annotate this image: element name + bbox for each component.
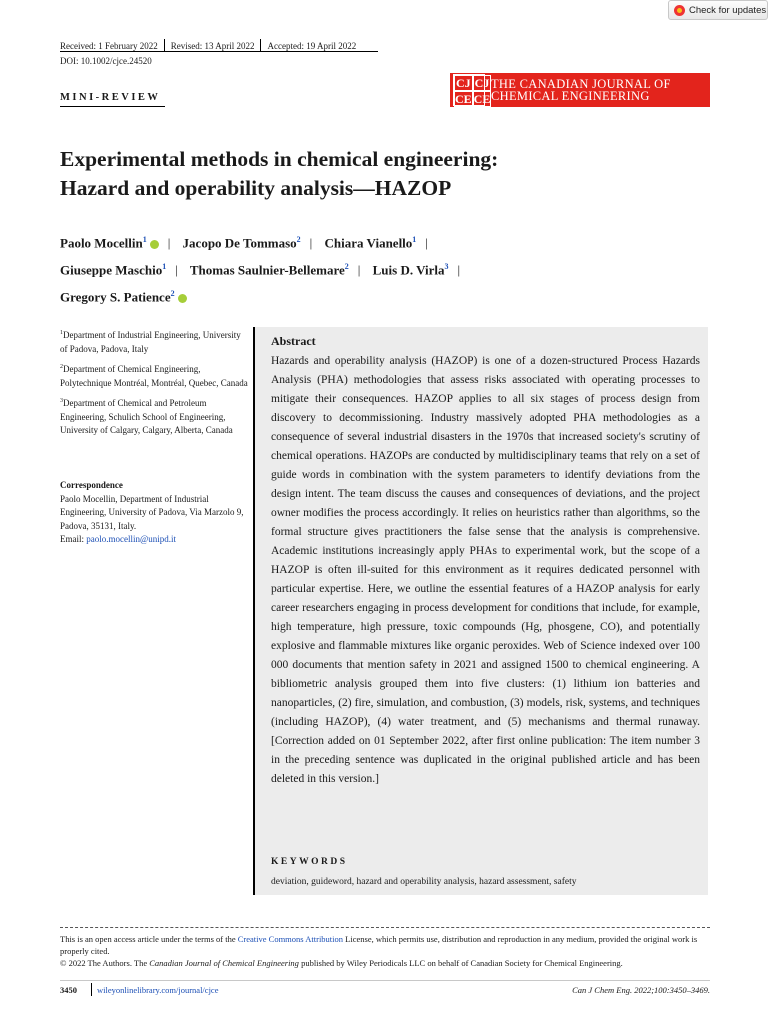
footnote-divider xyxy=(60,927,710,928)
journal-url-link[interactable]: wileyonlinelibrary.com/journal/cjce xyxy=(97,985,219,995)
citation: Can J Chem Eng. 2022;100:3450–3469. xyxy=(572,985,710,995)
page-number: 3450 xyxy=(60,985,77,995)
author-name[interactable]: Luis D. Virla xyxy=(372,262,445,278)
divider xyxy=(91,983,92,996)
emblem-letter: CE xyxy=(473,92,491,106)
license-note: This is an open access article under the terms of the Creative Commons Attribution License, which permits use, distribution and reproduction in any medium, provided the original work is properly cited. xyxy=(60,934,698,956)
author-line: Paolo Mocellin$^1$ | Jacopo De Tommaso$^2$ | Chiara Vianello$^1$ | xyxy=(60,235,428,251)
revised-date: Revised: 13 April 2022 xyxy=(170,40,255,51)
emblem-letter: CJ xyxy=(474,76,490,90)
title-line2: Hazard and operability analysis—HAZOP xyxy=(60,176,452,200)
orcid-icon[interactable] xyxy=(178,294,187,303)
correspondence-email-line: Email: paolo.mocellin@unipd.it xyxy=(60,534,177,544)
section-rule xyxy=(60,106,165,107)
author-line: Giuseppe Maschio$^1$ | Thomas Saulnier-Bellemare$^2$ | Luis D. Virla$^3$ | xyxy=(60,261,461,278)
affiliation: $^1$Department of Industrial Engineering, University of Padova, Padova, Italy xyxy=(60,330,241,354)
affiliation-ref[interactable]: 3 xyxy=(444,261,449,271)
affiliation: $^3$Department of Chemical and Petroleum Engineering, Schulich School of Engineering, University of Calgary, Calgary, Alberta, Canada xyxy=(60,398,233,435)
title-line1: Experimental methods in chemical engineering: xyxy=(60,147,499,171)
email-link[interactable]: paolo.mocellin@unipd.it xyxy=(86,534,177,544)
emblem-letter: CE xyxy=(455,92,472,106)
cjce-emblem xyxy=(453,74,491,106)
affiliation-ref[interactable]: 2 xyxy=(296,235,301,244)
footer-rule xyxy=(60,980,710,981)
license-link[interactable]: Creative Commons Attribution xyxy=(237,934,344,944)
check-for-updates-button[interactable] xyxy=(668,0,768,20)
journal-name xyxy=(491,78,671,102)
emblem-letter: CJ xyxy=(456,76,471,90)
correspondence-heading: Correspondence xyxy=(60,480,123,490)
correspondence-text: Paolo Mocellin, Department of Industrial Engineering, University of Padova, Via Marzolo 9, Padova, 35131, Italy. xyxy=(60,493,244,531)
accepted-date: Accepted: 19 April 2022 xyxy=(267,40,357,51)
keywords-heading: KEYWORDS xyxy=(271,857,348,867)
keywords-text: deviation, guideword, hazard and operability analysis, hazard assessment, safety xyxy=(271,877,577,887)
article-title xyxy=(60,145,700,203)
author-name[interactable]: Gregory S. Patience xyxy=(60,288,171,304)
orcid-icon[interactable] xyxy=(150,240,159,249)
affiliations xyxy=(60,327,250,443)
header-rule xyxy=(60,51,378,52)
author-name[interactable]: Giuseppe Maschio xyxy=(60,262,163,278)
author-list xyxy=(60,228,700,308)
author-name[interactable]: Jacopo De Tommaso xyxy=(182,235,297,251)
abstract-text: Hazards and operability analysis (HAZOP) is one of a dozen-structured Process Hazards Analysis (PHA) methodologies that assess risks associated with operating processes to mitigate their consequences. HAZOP applies to all six stages of process design from discovery to decommissioning. Industry massively adopted PHA methodologies as a consequence of several industrial disasters in the 1970s that increased society's scrutiny of chemical operations. HAZOPs are conducted by multidisciplinary teams that rely on a set of guide words in combination with the system parameters to identify deviations from the design intent. The team discuss the causes and consequences of deviations, and the project owner modifies the process accordingly. It relies on heuristics rather than algorithms, so the formal structure gives practitioners the false sense that the analysis is comprehensive. Academic institutions increasingly apply PHAs to experimental work, but the scope of a HAZOP is often ill-suited for this environment as it requires dedicated personnel with particular expertise. Here, we outline the essential features of a HAZOP analysis for early career researchers engaging in process development for conditions that include, for example, high temperature, high pressure, toxic compounds (Hg, phosgene, CO), and potentially explosive and flammable mixtures like organic peroxides. Web of Science indexed over 100 000 documents that mention safety in 2021 and assigned 1500 to chemical engineering. A bibliometric analysis grouped them into five clusters: (1) lithium ion batteries and nanoparticles, (2) fire, simulation, and combustion, (3) models, risk, systems, and techniques (including HAZOP), (4) water treatment, and (5) mechanisms and thermal runaway. [Correction added on 01 September 2022, after first online publication: The item number 3 in the preceding sentence was duplicated in the original published article and has been deleted in this version.] xyxy=(271,355,700,785)
affiliation-ref[interactable]: 1 xyxy=(162,261,167,271)
copyright-note: © 2022 The Authors. The Canadian Journal of Chemical Engineering published by Wiley Periodicals LLC on behalf of Canadian Society for Chemical Engineering. xyxy=(60,958,623,968)
section-label: MINI-REVIEW xyxy=(60,92,161,103)
affiliation-ref[interactable]: 2 xyxy=(344,261,349,271)
affiliation-ref[interactable]: 1 xyxy=(142,235,147,244)
author-name[interactable]: Paolo Mocellin xyxy=(60,235,143,251)
journal-name-line1: THE CANADIAN JOURNAL OF xyxy=(491,77,671,91)
crossmark-icon xyxy=(674,5,685,16)
abstract-heading: Abstract xyxy=(271,334,316,348)
received-date: Received: 1 February 2022 xyxy=(60,40,158,51)
affiliation-ref[interactable]: 2 xyxy=(170,288,175,298)
affiliation-ref[interactable]: 1 xyxy=(412,235,417,244)
affiliation: $^2$Department of Chemical Engineering, Polytechnique Montréal, Montréal, Quebec, Canada xyxy=(60,364,248,388)
author-line xyxy=(60,282,700,309)
correspondence xyxy=(60,479,250,547)
doi[interactable]: DOI: 10.1002/cjce.24520 xyxy=(60,56,152,66)
journal-name-line2: CHEMICAL ENGINEERING xyxy=(491,89,650,103)
author-name[interactable]: Chiara Vianello xyxy=(324,235,413,251)
journal-logo xyxy=(450,73,710,107)
author-name[interactable]: Thomas Saulnier-Bellemare xyxy=(189,262,345,278)
check-for-updates-label: Check for updates xyxy=(689,4,767,16)
